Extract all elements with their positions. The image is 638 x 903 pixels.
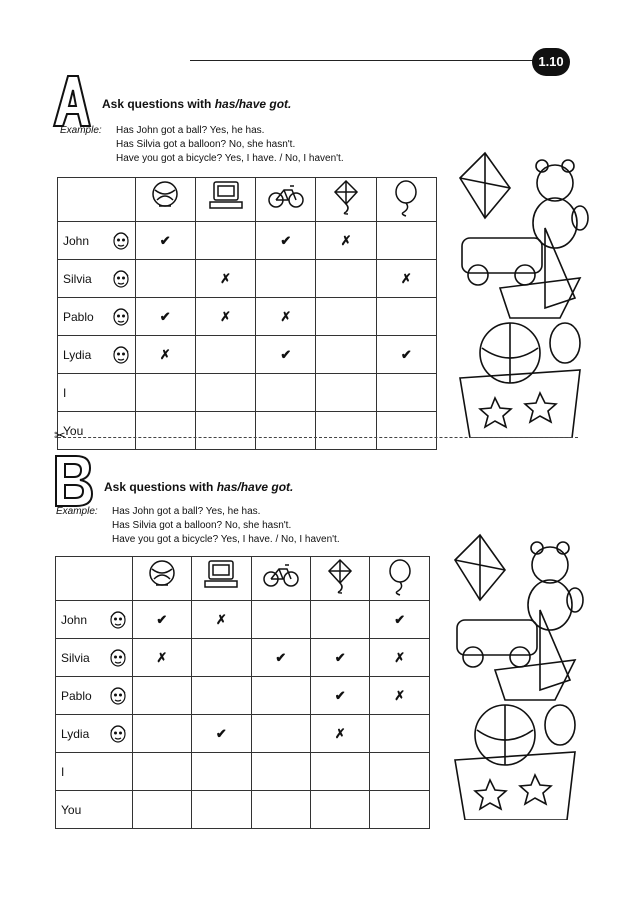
ball-column-header [135, 178, 195, 222]
ball-icon [142, 557, 182, 597]
answer-cell [256, 374, 316, 412]
row-name: Silvia [61, 650, 90, 665]
cut-line [58, 437, 578, 438]
answer-cell: ✗ [135, 336, 195, 374]
section-a-instruction: Ask questions with has/have got. [102, 97, 292, 111]
row-name-cell [56, 791, 133, 829]
answer-cell [316, 412, 376, 450]
child-face-icon [108, 721, 128, 745]
row-name-cell [56, 639, 133, 677]
answer-cell [195, 336, 255, 374]
child-face-icon [111, 304, 131, 328]
answer-cell [132, 753, 191, 791]
computer-column-header [195, 178, 255, 222]
answer-cell [135, 260, 195, 298]
computer-icon [201, 557, 241, 597]
table-row [56, 753, 430, 791]
answer-cell [192, 753, 251, 791]
answer-cell [256, 260, 316, 298]
answer-cell [370, 715, 430, 753]
answer-cell [376, 412, 436, 450]
answer-cell: ✗ [316, 222, 376, 260]
row-name-cell [56, 753, 133, 791]
answer-cell: ✔ [376, 336, 436, 374]
answer-cell [251, 715, 310, 753]
table-corner-cell [58, 178, 136, 222]
balloon-icon [380, 557, 420, 597]
example-line: Have you got a bicycle? Yes, I have. / No, I haven't. [116, 153, 344, 164]
answer-cell: ✗ [195, 298, 255, 336]
table-header-row [58, 178, 437, 222]
child-face-icon [111, 342, 131, 366]
row-name: Pablo [61, 688, 92, 703]
example-label: Example: [56, 506, 98, 517]
bicycle-icon [261, 557, 301, 597]
row-name-cell [58, 260, 136, 298]
section-b-table [55, 556, 430, 829]
balloon-column-header [376, 178, 436, 222]
kite-icon [326, 178, 366, 218]
answer-cell [251, 753, 310, 791]
row-name: John [63, 233, 90, 248]
row-name-cell [58, 336, 136, 374]
row-name: I [63, 385, 67, 400]
answer-cell [316, 298, 376, 336]
example-line: Has Silvia got a balloon? No, she hasn't. [112, 520, 292, 531]
answer-cell [135, 412, 195, 450]
answer-cell [370, 791, 430, 829]
row-name: Lydia [63, 347, 92, 362]
answer-cell: ✔ [370, 601, 430, 639]
example-label: Example: [60, 125, 102, 136]
answer-cell [311, 601, 370, 639]
answer-cell [195, 222, 255, 260]
answer-cell: ✔ [311, 677, 370, 715]
answer-cell: ✗ [192, 601, 251, 639]
row-name-cell [58, 298, 136, 336]
example-line: Has John got a ball? Yes, he has. [116, 125, 265, 136]
section-a-table [57, 177, 437, 450]
ball-column-header [132, 557, 191, 601]
child-face-icon [111, 266, 131, 290]
answer-cell [376, 374, 436, 412]
answer-cell: ✗ [370, 639, 430, 677]
answer-cell [376, 298, 436, 336]
computer-column-header [192, 557, 251, 601]
answer-cell [132, 715, 191, 753]
answer-cell [195, 412, 255, 450]
scissors-icon: ✂ [54, 427, 66, 443]
answer-cell: ✔ [192, 715, 251, 753]
answer-cell [256, 412, 316, 450]
answer-cell [311, 753, 370, 791]
row-name-cell [58, 374, 136, 412]
answer-cell: ✔ [251, 639, 310, 677]
row-name: I [61, 764, 65, 779]
child-face-icon [108, 645, 128, 669]
kite-column-header [311, 557, 370, 601]
answer-cell [376, 222, 436, 260]
toys-pile-illustration [440, 148, 590, 438]
section-b-letter [50, 452, 94, 508]
answer-cell: ✗ [370, 677, 430, 715]
bicycle-column-header [251, 557, 310, 601]
ball-icon [145, 178, 185, 218]
child-face-icon [108, 683, 128, 707]
row-name: Silvia [63, 271, 92, 286]
answer-cell [192, 791, 251, 829]
table-row [58, 412, 437, 450]
table-row [56, 715, 430, 753]
table-row [56, 791, 430, 829]
kite-column-header [316, 178, 376, 222]
row-name: Pablo [63, 309, 94, 324]
row-name-cell [56, 715, 133, 753]
row-name-cell [58, 222, 136, 260]
computer-icon [206, 178, 246, 218]
child-face-icon [108, 607, 128, 631]
answer-cell [192, 639, 251, 677]
table-row [58, 260, 437, 298]
table-row [58, 336, 437, 374]
table-row [56, 639, 430, 677]
answer-cell: ✔ [135, 298, 195, 336]
example-line: Has Silvia got a balloon? No, she hasn't. [116, 139, 296, 150]
answer-cell: ✗ [311, 715, 370, 753]
example-line: Have you got a bicycle? Yes, I have. / No, I haven't. [112, 534, 340, 545]
balloon-icon [386, 178, 426, 218]
example-line: Has John got a ball? Yes, he has. [112, 506, 261, 517]
answer-cell: ✔ [311, 639, 370, 677]
bicycle-icon [266, 178, 306, 218]
row-name-cell [56, 601, 133, 639]
section-b-instruction: Ask questions with has/have got. [104, 480, 294, 494]
table-corner-cell [56, 557, 133, 601]
answer-cell: ✔ [135, 222, 195, 260]
answer-cell [311, 791, 370, 829]
toys-pile-illustration [435, 530, 585, 820]
answer-cell: ✔ [256, 222, 316, 260]
answer-cell [135, 374, 195, 412]
page-badge: 1.10 [532, 48, 570, 76]
answer-cell [251, 601, 310, 639]
answer-cell [251, 791, 310, 829]
bicycle-column-header [256, 178, 316, 222]
table-header-row [56, 557, 430, 601]
answer-cell: ✔ [132, 601, 191, 639]
answer-cell [370, 753, 430, 791]
answer-cell [251, 677, 310, 715]
table-row [56, 601, 430, 639]
table-row [56, 677, 430, 715]
answer-cell [195, 374, 255, 412]
table-row [58, 222, 437, 260]
row-name: Lydia [61, 726, 90, 741]
table-row [58, 298, 437, 336]
row-name: You [61, 802, 82, 817]
child-face-icon [111, 228, 131, 252]
answer-cell: ✔ [256, 336, 316, 374]
row-name-cell [58, 412, 136, 450]
answer-cell: ✗ [376, 260, 436, 298]
answer-cell: ✗ [256, 298, 316, 336]
table-row [58, 374, 437, 412]
balloon-column-header [370, 557, 430, 601]
answer-cell [132, 677, 191, 715]
row-name-cell [56, 677, 133, 715]
answer-cell [316, 374, 376, 412]
row-name: You [63, 423, 84, 438]
answer-cell [132, 791, 191, 829]
header-rule [190, 60, 535, 61]
row-name: John [61, 612, 88, 627]
answer-cell [316, 260, 376, 298]
answer-cell: ✗ [132, 639, 191, 677]
answer-cell: ✗ [195, 260, 255, 298]
section-a-letter [50, 72, 94, 128]
answer-cell [316, 336, 376, 374]
kite-icon [320, 557, 360, 597]
answer-cell [192, 677, 251, 715]
